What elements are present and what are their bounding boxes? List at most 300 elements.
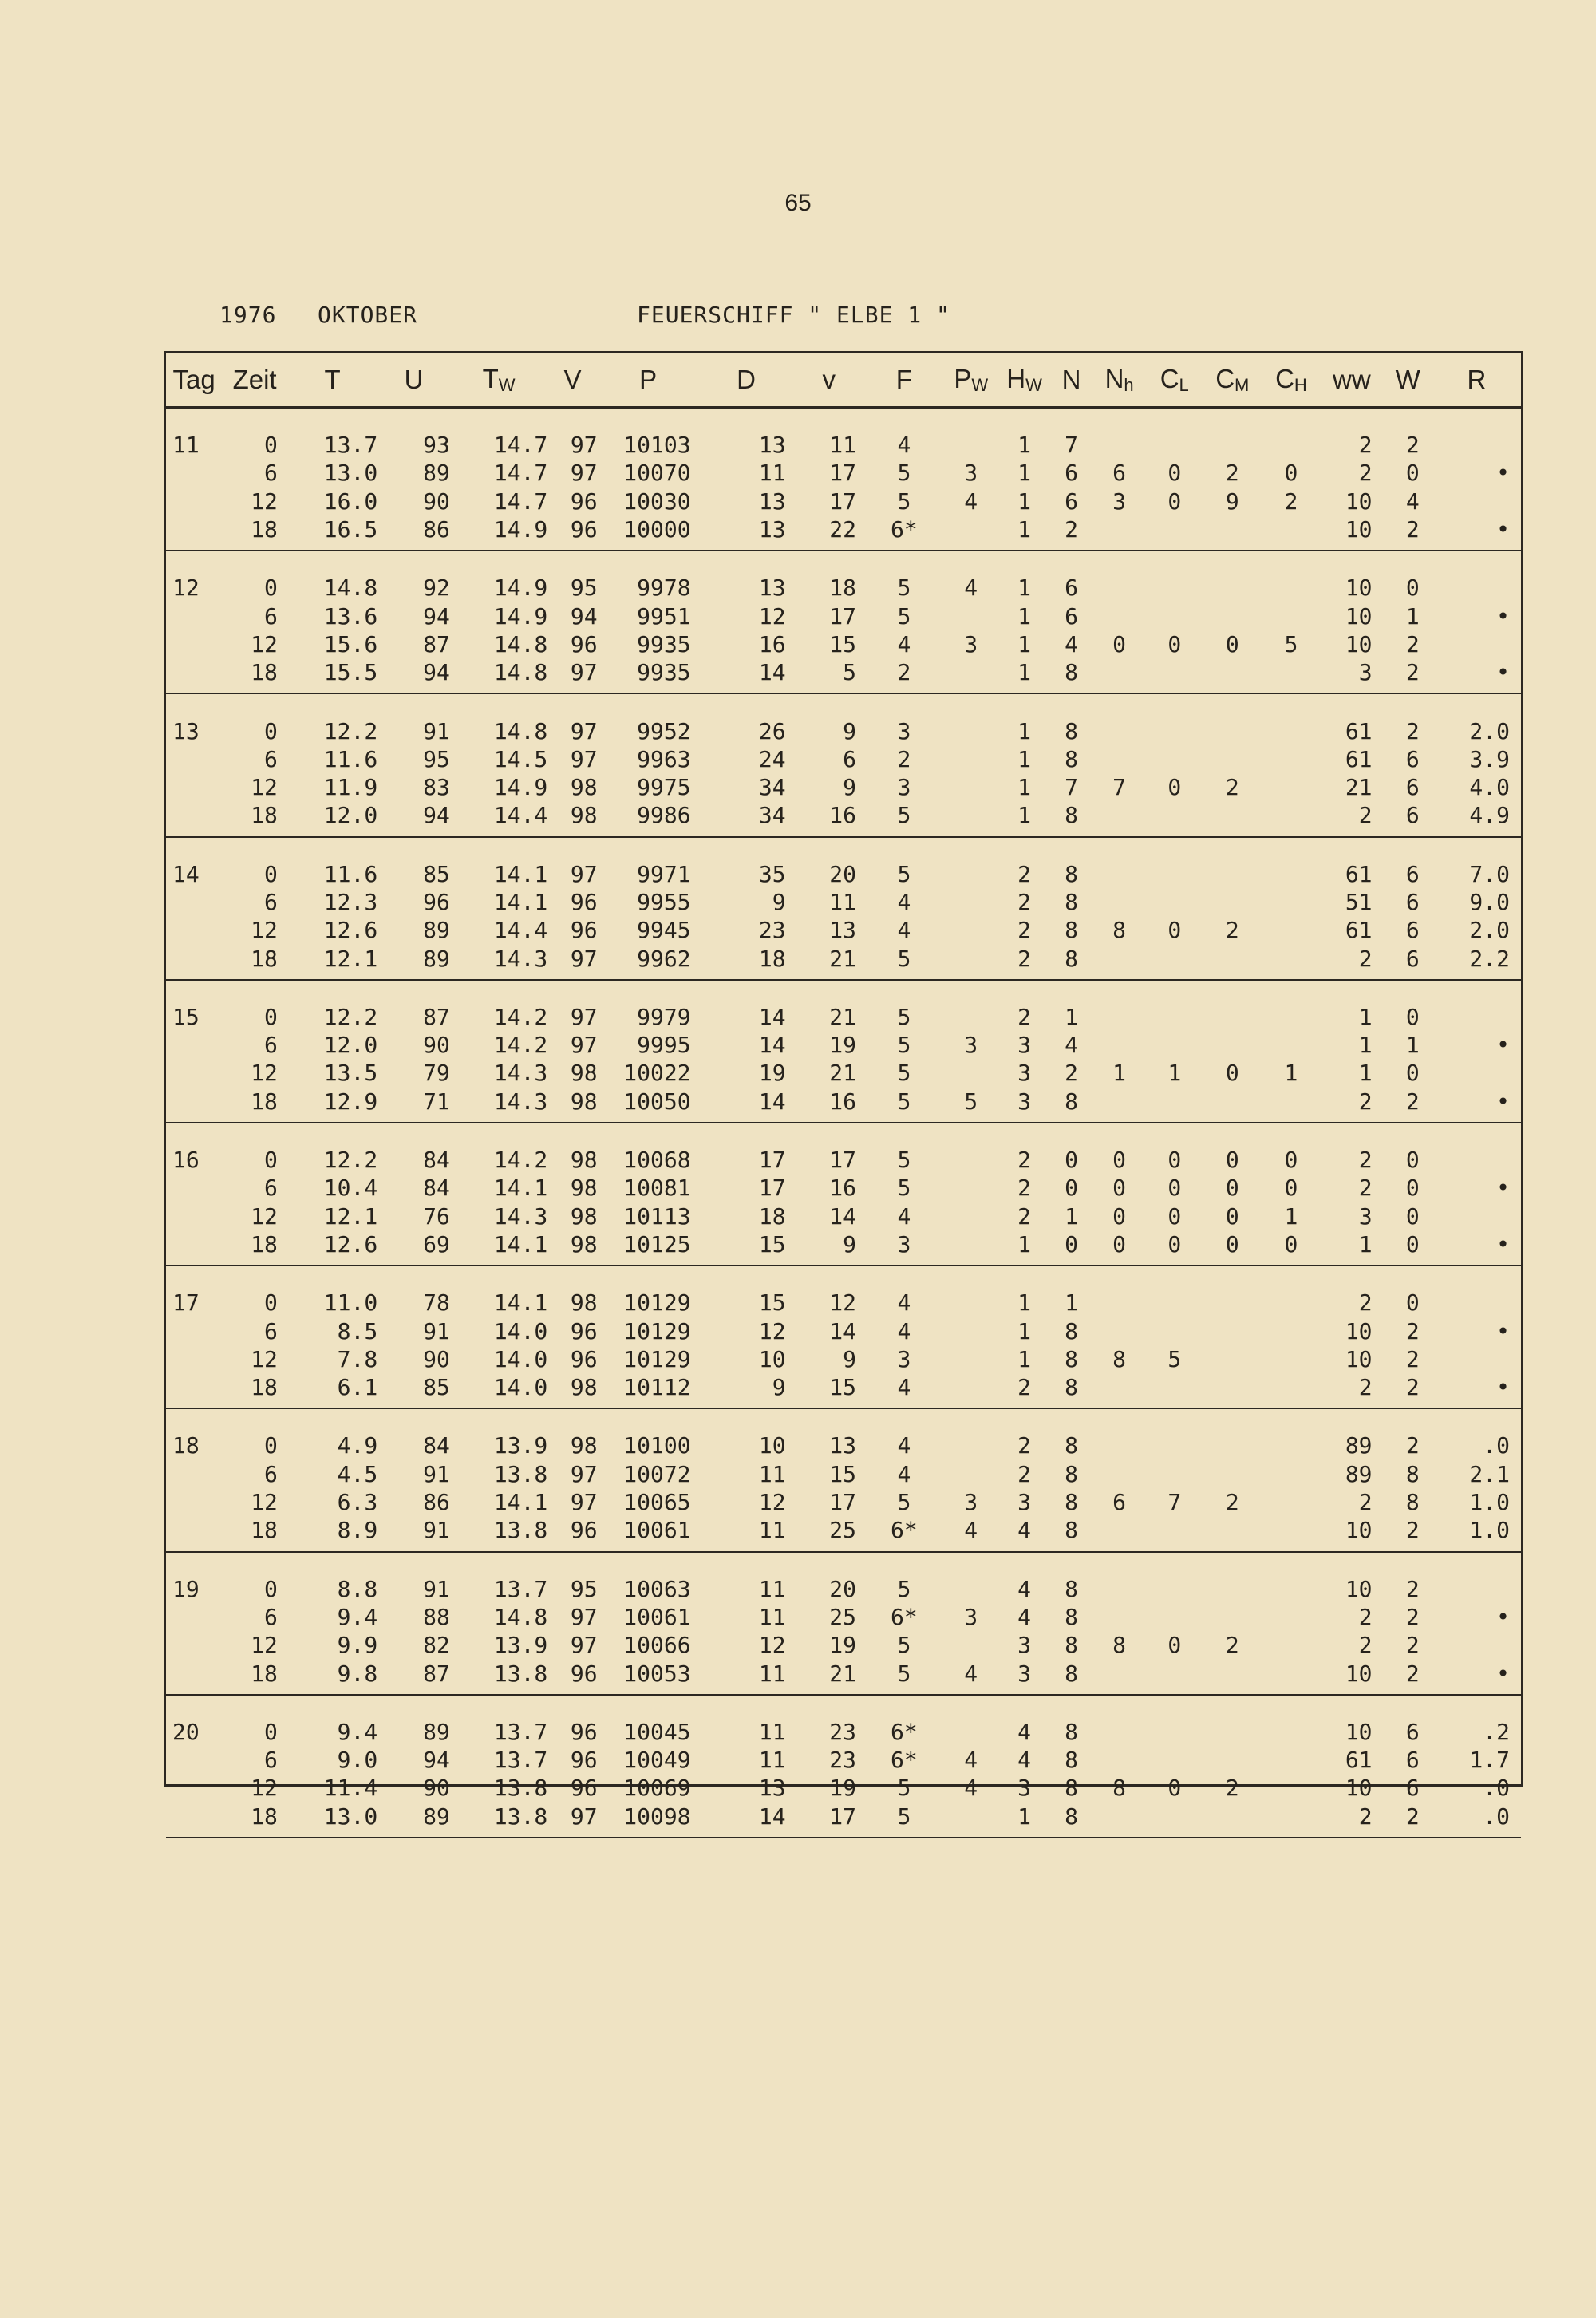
table-row	[166, 658, 1521, 686]
cell-v: 97	[570, 1460, 598, 1487]
cell-pw: 3	[964, 1032, 978, 1059]
cell-cl: 0	[1167, 1147, 1182, 1174]
cell-nh: 7	[1112, 774, 1127, 801]
cell-cl	[1147, 515, 1203, 543]
cell-w: 0	[1405, 1202, 1420, 1230]
cell-tag	[166, 630, 222, 658]
table-row	[166, 857, 1521, 888]
cell-p: 10129	[623, 1317, 691, 1345]
cell-t: 8.5	[337, 1317, 378, 1345]
cell-v-small: 25	[829, 1517, 856, 1544]
cell-u: 89	[423, 917, 450, 944]
cell-w: 6	[1405, 1718, 1420, 1745]
cell-tw: 14.1	[493, 1289, 548, 1317]
cell-f: 5	[897, 1088, 911, 1115]
cell-f: 3	[897, 1345, 911, 1372]
cell-ch	[1262, 1774, 1321, 1802]
cell-f: 6*	[891, 1718, 918, 1745]
cell-p: 9971	[637, 860, 691, 887]
cell-tw: 14.0	[493, 1345, 548, 1372]
cell-zeit: 18	[251, 659, 278, 686]
cell-d: 12	[758, 1632, 786, 1659]
table-row	[166, 1285, 1521, 1317]
cell-v-small: 15	[829, 1374, 856, 1401]
cell-r: •	[1496, 1660, 1510, 1687]
cell-d: 17	[758, 1147, 786, 1174]
cell-t: 13.5	[323, 1060, 378, 1087]
cell-tw: 14.3	[493, 945, 548, 972]
cell-v-small: 17	[829, 602, 856, 630]
cell-r: •	[1496, 1175, 1510, 1202]
cell-cl	[1147, 602, 1203, 630]
cell-v: 97	[570, 659, 598, 686]
cell-d: 10	[758, 1345, 786, 1372]
cell-u: 92	[423, 575, 450, 602]
cell-v-small: 23	[829, 1747, 856, 1774]
cell-nh	[1092, 1285, 1147, 1317]
cell-ww: 10	[1345, 1575, 1373, 1602]
cell-tag	[166, 1659, 222, 1687]
cell-v-small: 5	[843, 659, 856, 686]
cell-t: 12.1	[323, 945, 378, 972]
cell-ch	[1262, 428, 1321, 459]
cell-t: 8.9	[337, 1517, 378, 1544]
cell-f: 6*	[891, 1517, 918, 1544]
cell-v-small: 9	[843, 717, 856, 744]
cell-u: 87	[423, 1003, 450, 1030]
cell-v: 97	[570, 945, 598, 972]
cell-v-small: 15	[829, 630, 856, 657]
cell-pw: 4	[964, 1660, 978, 1687]
cell-nh	[1092, 602, 1147, 630]
cell-nh	[1092, 713, 1147, 744]
table-row	[166, 1428, 1521, 1459]
cell-v-small: 14	[829, 1202, 856, 1230]
cell-hw: 2	[1017, 1175, 1032, 1202]
cell-cm	[1203, 745, 1262, 773]
cell-zeit: 6	[264, 1603, 278, 1630]
cell-n: 8	[1065, 1432, 1078, 1459]
cell-nh: 0	[1112, 630, 1127, 657]
cell-pw	[944, 1373, 998, 1401]
cell-ch	[1262, 1373, 1321, 1401]
cell-hw: 1	[1017, 460, 1032, 487]
cell-cm	[1203, 1000, 1262, 1031]
cell-hw: 2	[1017, 1460, 1032, 1487]
cell-cm: 2	[1225, 917, 1239, 944]
cell-p: 10070	[623, 460, 691, 487]
cell-ww: 10	[1345, 488, 1373, 515]
cell-cm: 0	[1225, 630, 1239, 657]
cell-v-small: 17	[829, 1147, 856, 1174]
cell-hw: 3	[1017, 1489, 1032, 1516]
table-row	[166, 1230, 1521, 1258]
cell-pw: 4	[964, 575, 978, 602]
cell-hw: 3	[1017, 1775, 1032, 1802]
cell-u: 87	[423, 1660, 450, 1687]
table-row	[166, 1345, 1521, 1373]
cell-v: 97	[570, 460, 598, 487]
cell-zeit: 18	[251, 1088, 278, 1115]
day-block	[166, 1266, 1521, 1408]
cell-v: 95	[570, 1575, 598, 1602]
cell-tw: 14.0	[493, 1317, 548, 1345]
cell-d: 17	[758, 1175, 786, 1202]
cell-zeit: 12	[251, 1489, 278, 1516]
cell-f: 5	[897, 488, 911, 515]
cell-ch	[1262, 1317, 1321, 1345]
cell-nh: 0	[1112, 1202, 1127, 1230]
cell-tag	[166, 1174, 222, 1202]
cell-cm	[1203, 1516, 1262, 1544]
cell-ch	[1262, 658, 1321, 686]
cell-t: 11.6	[323, 860, 378, 887]
cell-u: 96	[423, 889, 450, 915]
cell-pw	[944, 1174, 998, 1202]
cell-r: •	[1496, 1230, 1510, 1258]
cell-tag	[166, 515, 222, 543]
cell-hw: 1	[1017, 602, 1032, 630]
cell-t: 4.5	[337, 1460, 378, 1487]
cell-v-small: 17	[829, 1489, 856, 1516]
cell-ww: 10	[1345, 1718, 1373, 1745]
table-row	[166, 944, 1521, 972]
cell-u: 93	[423, 432, 450, 459]
cell-r	[1432, 571, 1521, 602]
cell-hw: 3	[1017, 1032, 1032, 1059]
cell-v: 96	[570, 516, 598, 543]
cell-v: 98	[570, 1175, 598, 1202]
cell-nh: 8	[1112, 1775, 1127, 1802]
cell-tag	[166, 1373, 222, 1401]
cell-zeit: 0	[264, 717, 278, 744]
cell-zeit: 12	[251, 774, 278, 801]
cell-cm	[1203, 1088, 1262, 1116]
cell-t: 13.0	[323, 460, 378, 487]
col-header-t: T	[287, 353, 377, 408]
cell-f: 4	[897, 1202, 911, 1230]
cell-n: 8	[1065, 1460, 1078, 1487]
cell-p: 10000	[623, 516, 691, 543]
cell-tw: 14.9	[493, 774, 548, 801]
cell-ww: 2	[1358, 1175, 1373, 1202]
cell-ch	[1262, 888, 1321, 916]
cell-v-small: 16	[829, 802, 856, 829]
cell-cl	[1147, 801, 1203, 829]
table-row	[166, 488, 1521, 515]
cell-d: 11	[758, 1718, 786, 1745]
col-header-ww: ww	[1320, 353, 1383, 408]
cell-t: 11.4	[323, 1775, 378, 1802]
table-row	[166, 713, 1521, 744]
cell-hw: 4	[1017, 1603, 1032, 1630]
cell-ww: 61	[1345, 717, 1373, 744]
cell-ww: 2	[1358, 802, 1373, 829]
cell-w: 6	[1405, 1747, 1420, 1774]
cell-n: 0	[1065, 1230, 1078, 1258]
col-header-n: N	[1050, 353, 1092, 408]
cell-u: 89	[423, 1718, 450, 1745]
cell-w: 2	[1405, 1803, 1420, 1830]
cell-ww: 61	[1345, 745, 1373, 772]
cell-tw: 13.8	[493, 1660, 548, 1687]
cell-r: 3.9	[1469, 745, 1510, 772]
cell-p: 10098	[623, 1803, 691, 1830]
cell-u: 89	[423, 460, 450, 487]
cell-r: 2.2	[1469, 945, 1510, 972]
cell-pw: 5	[964, 1088, 978, 1115]
cell-pw	[944, 658, 998, 686]
cell-t: 15.5	[323, 659, 378, 686]
cell-n: 8	[1065, 917, 1078, 944]
cell-nh: 1	[1112, 1060, 1127, 1087]
cell-v: 98	[570, 1432, 598, 1459]
cell-t: 11.0	[323, 1289, 378, 1317]
cell-cl	[1147, 1746, 1203, 1774]
cell-f: 5	[897, 945, 911, 972]
cell-tw: 14.4	[493, 802, 548, 829]
cell-tag	[166, 488, 222, 515]
cell-zeit: 18	[251, 1660, 278, 1687]
cell-nh: 6	[1112, 460, 1127, 487]
cell-r: •	[1496, 1088, 1510, 1115]
cell-ch	[1262, 1803, 1321, 1830]
cell-p: 10100	[623, 1432, 691, 1459]
cell-ch	[1262, 1516, 1321, 1544]
cell-tag: 12	[172, 575, 200, 602]
cell-n: 6	[1065, 575, 1078, 602]
cell-r: 1.0	[1469, 1517, 1510, 1544]
cell-t: 9.0	[337, 1747, 378, 1774]
cell-ch	[1262, 1603, 1321, 1631]
cell-d: 11	[758, 1603, 786, 1630]
cell-pw	[944, 602, 998, 630]
cell-d: 14	[758, 659, 786, 686]
cell-r	[1432, 630, 1521, 658]
cell-ch	[1262, 1428, 1321, 1459]
cell-v: 94	[570, 602, 598, 630]
cell-nh	[1092, 801, 1147, 829]
cell-v: 96	[570, 1747, 598, 1774]
cell-v: 98	[570, 1230, 598, 1258]
cell-p: 9962	[637, 945, 691, 972]
cell-v-small: 6	[843, 745, 856, 772]
cell-u: 91	[423, 1317, 450, 1345]
cell-nh	[1092, 745, 1147, 773]
cell-cl	[1147, 745, 1203, 773]
cell-hw: 4	[1017, 1517, 1032, 1544]
cell-v: 95	[570, 575, 598, 602]
cell-n: 8	[1065, 1747, 1078, 1774]
cell-pw	[944, 773, 998, 801]
cell-ch: 0	[1284, 1147, 1298, 1174]
cell-f: 5	[897, 1175, 911, 1202]
cell-p: 10066	[623, 1632, 691, 1659]
cell-ww: 10	[1345, 575, 1373, 602]
cell-tw: 14.2	[493, 1003, 548, 1030]
table-row	[166, 1031, 1521, 1059]
cell-d: 13	[758, 575, 786, 602]
cell-ww: 2	[1358, 1632, 1373, 1659]
cell-pw	[944, 1202, 998, 1230]
cell-zeit: 12	[251, 1060, 278, 1087]
cell-w: 0	[1405, 1175, 1420, 1202]
cell-zeit: 6	[264, 460, 278, 487]
cell-r: 1.7	[1469, 1747, 1510, 1774]
cell-u: 78	[423, 1289, 450, 1317]
cell-zeit: 0	[264, 860, 278, 887]
cell-v: 96	[570, 917, 598, 944]
cell-nh: 0	[1112, 1230, 1127, 1258]
cell-u: 91	[423, 1575, 450, 1602]
cell-r: .0	[1483, 1803, 1510, 1830]
cell-hw: 2	[1017, 860, 1032, 887]
table-row	[166, 916, 1521, 944]
cell-pw	[944, 428, 998, 459]
cell-p: 9951	[637, 602, 691, 630]
cell-zeit: 18	[251, 1374, 278, 1401]
cell-p: 9986	[637, 802, 691, 829]
cell-pw	[944, 1000, 998, 1031]
cell-u: 91	[423, 717, 450, 744]
cell-v-small: 22	[829, 516, 856, 543]
cell-n: 2	[1065, 516, 1078, 543]
cell-f: 4	[897, 1460, 911, 1487]
cell-f: 5	[897, 575, 911, 602]
day-block	[166, 980, 1521, 1123]
table-row	[166, 1059, 1521, 1087]
cell-v-small: 17	[829, 1803, 856, 1830]
cell-ch	[1262, 1746, 1321, 1774]
cell-ch	[1262, 1088, 1321, 1116]
cell-r	[1432, 1285, 1521, 1317]
cell-r	[1432, 488, 1521, 515]
cell-v: 97	[570, 745, 598, 772]
cell-tw: 14.8	[493, 717, 548, 744]
cell-v: 97	[570, 717, 598, 744]
col-header-pw: $P_W$	[944, 353, 998, 408]
cell-ch	[1262, 1460, 1321, 1488]
cell-tag: 20	[172, 1718, 200, 1745]
cell-p: 9955	[637, 889, 691, 915]
cell-f: 4	[897, 1289, 911, 1317]
cell-t: 8.8	[337, 1575, 378, 1602]
cell-r	[1432, 1143, 1521, 1174]
cell-v-small: 11	[829, 889, 856, 915]
cell-r: .0	[1483, 1775, 1510, 1802]
cell-hw: 2	[1017, 945, 1032, 972]
cell-r: 4.9	[1469, 802, 1510, 829]
cell-d: 11	[758, 1660, 786, 1687]
col-header-zeit: Zeit	[222, 353, 287, 408]
cell-v-small: 9	[843, 1345, 856, 1372]
cell-p: 10022	[623, 1060, 691, 1087]
col-header-tag: Tag	[166, 353, 222, 408]
cell-ww: 2	[1358, 945, 1373, 972]
cell-tw: 14.9	[493, 516, 548, 543]
cell-ww: 1	[1358, 1032, 1373, 1059]
cell-tw: 13.8	[493, 1775, 548, 1802]
cell-w: 0	[1405, 1230, 1420, 1258]
cell-cm: 0	[1225, 1202, 1239, 1230]
cell-d: 11	[758, 1460, 786, 1487]
cell-tag	[166, 1774, 222, 1802]
cell-t: 12.9	[323, 1088, 378, 1115]
day-block	[166, 1552, 1521, 1695]
cell-w: 0	[1405, 1060, 1420, 1087]
cell-f: 5	[897, 1660, 911, 1687]
table-row	[166, 1202, 1521, 1230]
cell-n: 8	[1065, 860, 1078, 887]
cell-r: 4.0	[1469, 774, 1510, 801]
cell-cl: 0	[1167, 488, 1182, 515]
cell-d: 14	[758, 1803, 786, 1830]
cell-w: 2	[1405, 1660, 1420, 1687]
col-header-cl: $C_L$	[1147, 353, 1203, 408]
cell-tw: 14.1	[493, 860, 548, 887]
cell-hw: 1	[1017, 1803, 1032, 1830]
cell-ww: 2	[1358, 460, 1373, 487]
cell-v: 98	[570, 802, 598, 829]
cell-n: 8	[1065, 1088, 1078, 1115]
cell-r: •	[1496, 1603, 1510, 1630]
cell-zeit: 6	[264, 1032, 278, 1059]
table-row	[166, 1803, 1521, 1830]
cell-t: 12.3	[323, 889, 378, 915]
cell-cm: 9	[1225, 488, 1239, 515]
col-header-hw: $H_W$	[998, 353, 1051, 408]
cell-v-small: 19	[829, 1775, 856, 1802]
cell-pw: 4	[964, 1747, 978, 1774]
cell-pw: 4	[964, 1775, 978, 1802]
cell-v: 97	[570, 432, 598, 459]
cell-nh: 0	[1112, 1147, 1127, 1174]
cell-p: 10112	[623, 1374, 691, 1401]
cell-zeit: 0	[264, 1003, 278, 1030]
cell-tag	[166, 916, 222, 944]
cell-cm	[1203, 1345, 1262, 1373]
col-header-tw: $T_W$	[450, 353, 547, 408]
cell-v-small: 12	[829, 1289, 856, 1317]
cell-d: 13	[758, 488, 786, 515]
cell-w: 8	[1405, 1489, 1420, 1516]
cell-f: 5	[897, 1803, 911, 1830]
cell-w: 4	[1405, 488, 1420, 515]
cell-f: 5	[897, 1003, 911, 1030]
col-header-r: R	[1432, 353, 1521, 408]
cell-tag: 17	[172, 1289, 200, 1317]
cell-d: 10	[758, 1432, 786, 1459]
cell-cm	[1203, 1803, 1262, 1830]
cell-cm	[1203, 713, 1262, 744]
table-row	[166, 515, 1521, 543]
cell-tw: 13.9	[493, 1432, 548, 1459]
cell-cl	[1147, 888, 1203, 916]
cell-d: 16	[758, 630, 786, 657]
cell-pw	[944, 1345, 998, 1373]
cell-zeit: 18	[251, 802, 278, 829]
cell-ch	[1262, 944, 1321, 972]
cell-tw: 14.8	[493, 630, 548, 657]
cell-d: 9	[772, 889, 786, 915]
cell-cl	[1147, 658, 1203, 686]
cell-tag	[166, 602, 222, 630]
cell-tw: 14.4	[493, 917, 548, 944]
cell-r: 7.0	[1469, 860, 1510, 887]
cell-w: 6	[1405, 860, 1420, 887]
cell-f: 5	[897, 1489, 911, 1516]
cell-tag	[166, 888, 222, 916]
